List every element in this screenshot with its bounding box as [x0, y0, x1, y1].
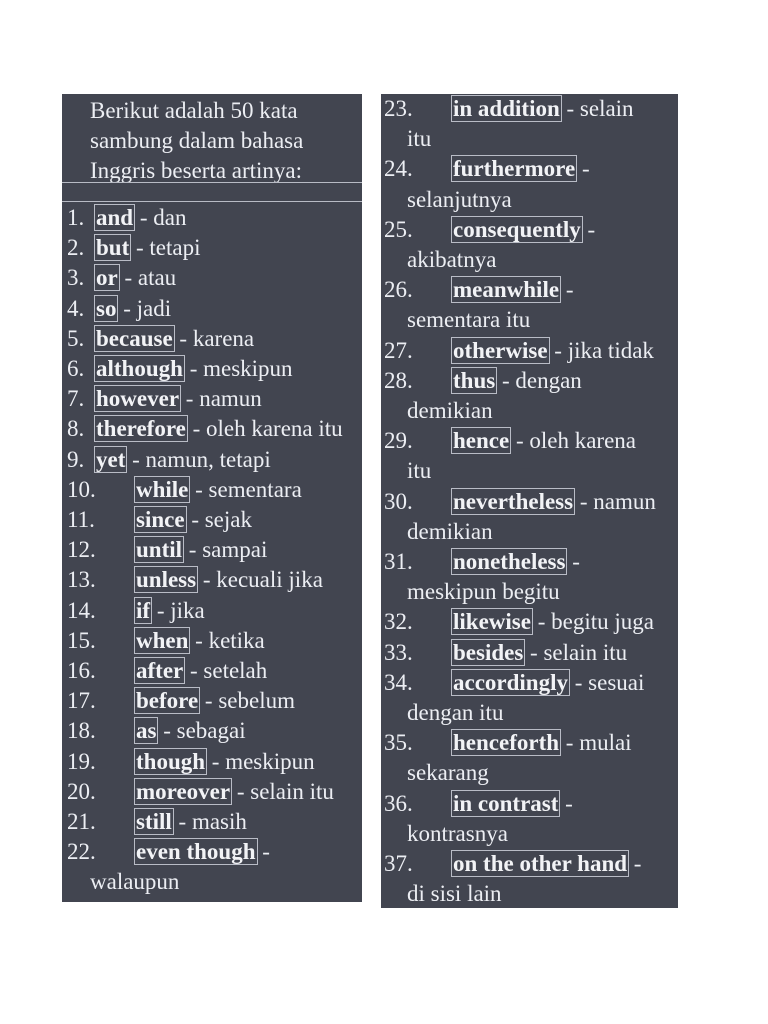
list-item	[62, 535, 362, 565]
conjunction-term: meanwhile	[453, 277, 560, 303]
item-number: 7.	[67, 386, 85, 412]
term-meaning-continued: kontrasnya	[407, 820, 508, 846]
conjunction-term: since	[136, 507, 185, 533]
term-meaning: - sebagai	[157, 718, 246, 744]
intro-line: Inggris beserta artinya:	[90, 158, 303, 183]
term-meaning: -	[256, 839, 270, 865]
term-meaning: - namun	[180, 386, 262, 412]
item-number: 22.	[67, 839, 96, 865]
term-meaning: - tetapi	[130, 235, 201, 261]
term-meaning: - sejak	[185, 507, 252, 533]
conjunction-term: on the other hand	[453, 851, 628, 877]
conjunction-term: because	[96, 325, 173, 351]
term-meaning-continued: sementara itu	[407, 307, 531, 333]
conjunction-term: if	[136, 597, 151, 623]
term-meaning: - meskipun	[206, 748, 315, 774]
term-meaning: - masih	[172, 809, 247, 835]
list-item	[381, 849, 678, 909]
list-item	[62, 475, 362, 505]
list-item	[62, 414, 362, 444]
item-number: 11.	[67, 507, 95, 533]
conjunction-term: unless	[136, 567, 197, 593]
conjunction-term: until	[136, 537, 183, 563]
term-meaning: - jadi	[117, 295, 172, 321]
list-item	[62, 505, 362, 535]
item-number: 12.	[67, 537, 96, 563]
conjunction-term: and	[96, 205, 134, 230]
item-number: 16.	[67, 658, 96, 684]
conjunction-term: besides	[453, 639, 524, 665]
item-number: 3.	[67, 265, 85, 291]
conjunction-term: or	[96, 265, 118, 291]
conjunction-list-right	[381, 94, 678, 909]
term-meaning: -	[581, 216, 596, 242]
list-item	[62, 233, 362, 263]
list-item	[381, 638, 678, 668]
list-item	[62, 686, 362, 716]
list-item	[381, 728, 678, 788]
list-item	[381, 547, 678, 607]
term-meaning: - begitu juga	[531, 609, 654, 635]
list-item	[62, 596, 362, 626]
item-number: 35.	[384, 730, 413, 756]
list-item	[62, 354, 362, 384]
conjunction-term: consequently	[453, 216, 581, 242]
term-meaning-continued: akibatnya	[407, 247, 497, 273]
list-item	[381, 275, 678, 335]
term-meaning: - mulai	[560, 730, 632, 756]
term-meaning: - kecuali jika	[197, 567, 323, 593]
list-item	[62, 656, 362, 686]
term-meaning: - selain itu	[524, 639, 628, 665]
term-meaning: - selain	[560, 96, 634, 121]
list-item	[62, 445, 362, 475]
conjunction-term: henceforth	[453, 730, 560, 756]
list-item	[62, 384, 362, 414]
conjunction-term: yet	[96, 446, 126, 472]
term-meaning: -	[559, 790, 573, 816]
term-meaning-continued: demikian	[407, 518, 493, 544]
term-meaning: - namun	[574, 488, 656, 514]
list-item	[381, 366, 678, 426]
conjunction-term: hence	[453, 428, 510, 454]
item-number: 18.	[67, 718, 96, 744]
conjunction-term: still	[136, 809, 172, 835]
item-number: 31.	[384, 549, 413, 575]
term-meaning-continued: demikian	[407, 398, 493, 424]
conjunction-term: even though	[136, 839, 256, 865]
conjunction-term: however	[96, 386, 180, 412]
list-item	[62, 716, 362, 746]
term-meaning: - sesuai	[569, 669, 645, 695]
conjunction-term: before	[136, 688, 199, 714]
conjunction-term: thus	[453, 367, 496, 393]
item-number: 23.	[384, 96, 413, 121]
item-number: 36.	[384, 790, 413, 816]
list-item	[381, 336, 678, 366]
list-item	[62, 777, 362, 807]
intro-text	[90, 96, 370, 186]
intro-line: Berikut adalah 50 kata	[90, 98, 298, 123]
item-number: 19.	[67, 748, 96, 774]
left-column	[62, 94, 362, 902]
term-meaning: -	[576, 156, 590, 182]
term-meaning: - meskipun	[183, 356, 293, 382]
item-number: 28.	[384, 367, 413, 393]
conjunction-term: accordingly	[453, 669, 568, 695]
conjunction-term: therefore	[96, 416, 186, 442]
item-number: 26.	[384, 277, 413, 303]
conjunction-term: as	[136, 718, 157, 744]
item-number: 17.	[67, 688, 96, 714]
item-number: 15.	[67, 627, 96, 653]
conjunction-term: nevertheless	[453, 488, 574, 514]
item-number: 5.	[67, 325, 85, 351]
item-number: 21.	[67, 809, 96, 835]
term-meaning-continued: meskipun begitu	[407, 579, 560, 605]
list-item	[62, 203, 362, 233]
term-meaning: -	[628, 851, 642, 877]
term-meaning: - karena	[173, 325, 255, 351]
term-meaning: - oleh karena	[510, 428, 637, 454]
term-meaning: - setelah	[184, 658, 268, 684]
item-number: 24.	[384, 156, 413, 182]
item-number: 10.	[67, 476, 96, 502]
term-meaning: - selain itu	[231, 778, 334, 804]
item-number: 33.	[384, 639, 413, 665]
conjunction-term: while	[136, 476, 189, 502]
term-meaning: - jika	[151, 597, 205, 623]
item-number: 2.	[67, 235, 85, 261]
intro-line: sambung dalam bahasa	[90, 128, 304, 153]
list-item	[62, 263, 362, 293]
conjunction-list-left	[62, 203, 362, 898]
conjunction-term: furthermore	[453, 156, 576, 182]
item-number: 9.	[67, 446, 85, 472]
term-meaning-continued: di sisi lain	[407, 881, 502, 907]
term-meaning: - sampai	[183, 537, 268, 563]
item-number: 34.	[384, 669, 413, 695]
item-number: 25.	[384, 216, 413, 242]
term-meaning: - sementara	[189, 476, 302, 502]
conjunction-term: in contrast	[453, 790, 559, 816]
item-number: 27.	[384, 337, 413, 363]
conjunction-term: moreover	[136, 778, 231, 804]
list-item	[381, 668, 678, 728]
list-item	[62, 807, 362, 837]
conjunction-term: in addition	[453, 96, 560, 121]
term-meaning: - dan	[134, 205, 187, 230]
term-meaning: - namun, tetapi	[126, 446, 271, 472]
term-meaning-continued: itu	[407, 458, 432, 484]
list-item	[62, 324, 362, 354]
list-item	[381, 607, 678, 637]
conjunction-term: after	[136, 658, 184, 684]
item-number: 37.	[384, 851, 413, 877]
right-column	[381, 94, 678, 908]
term-meaning: - oleh karena itu	[186, 416, 343, 442]
item-number: 8.	[67, 416, 85, 442]
list-item	[381, 94, 678, 154]
list-item	[62, 837, 362, 897]
conjunction-term: but	[96, 235, 130, 261]
list-item	[381, 154, 678, 214]
list-item	[62, 747, 362, 777]
divider-band	[62, 182, 362, 202]
item-number: 32.	[384, 609, 413, 635]
list-item	[62, 565, 362, 595]
item-number: 14.	[67, 597, 96, 623]
conjunction-term: otherwise	[453, 337, 548, 363]
term-meaning: - atau	[118, 265, 177, 291]
list-item	[381, 215, 678, 275]
item-number: 30.	[384, 488, 413, 514]
conjunction-term: although	[96, 356, 183, 382]
item-number: 6.	[67, 356, 85, 382]
term-meaning: -	[566, 549, 580, 575]
item-number: 29.	[384, 428, 413, 454]
list-item	[381, 426, 678, 486]
list-item	[62, 294, 362, 324]
conjunction-term: when	[136, 627, 189, 653]
term-meaning: - ketika	[189, 627, 265, 653]
term-meaning: - dengan	[496, 367, 582, 393]
conjunction-term: so	[96, 295, 117, 321]
item-number: 4.	[67, 295, 85, 321]
conjunction-term: though	[136, 748, 206, 774]
term-meaning-continued: sekarang	[407, 760, 489, 786]
term-meaning-continued: itu	[407, 126, 432, 152]
term-meaning: -	[560, 277, 574, 303]
conjunction-term: likewise	[453, 609, 531, 635]
term-meaning: - jika tidak	[548, 337, 654, 363]
list-item	[381, 789, 678, 849]
list-item	[62, 626, 362, 656]
term-meaning-continued: dengan itu	[407, 700, 504, 726]
item-number: 13.	[67, 567, 96, 593]
list-item	[381, 487, 678, 547]
term-meaning-continued: selanjutnya	[407, 186, 512, 212]
term-meaning: - sebelum	[199, 688, 295, 714]
term-meaning-continued: walaupun	[90, 869, 180, 895]
item-number: 1.	[67, 205, 85, 230]
item-number: 20.	[67, 778, 96, 804]
conjunction-term: nonetheless	[453, 549, 566, 575]
